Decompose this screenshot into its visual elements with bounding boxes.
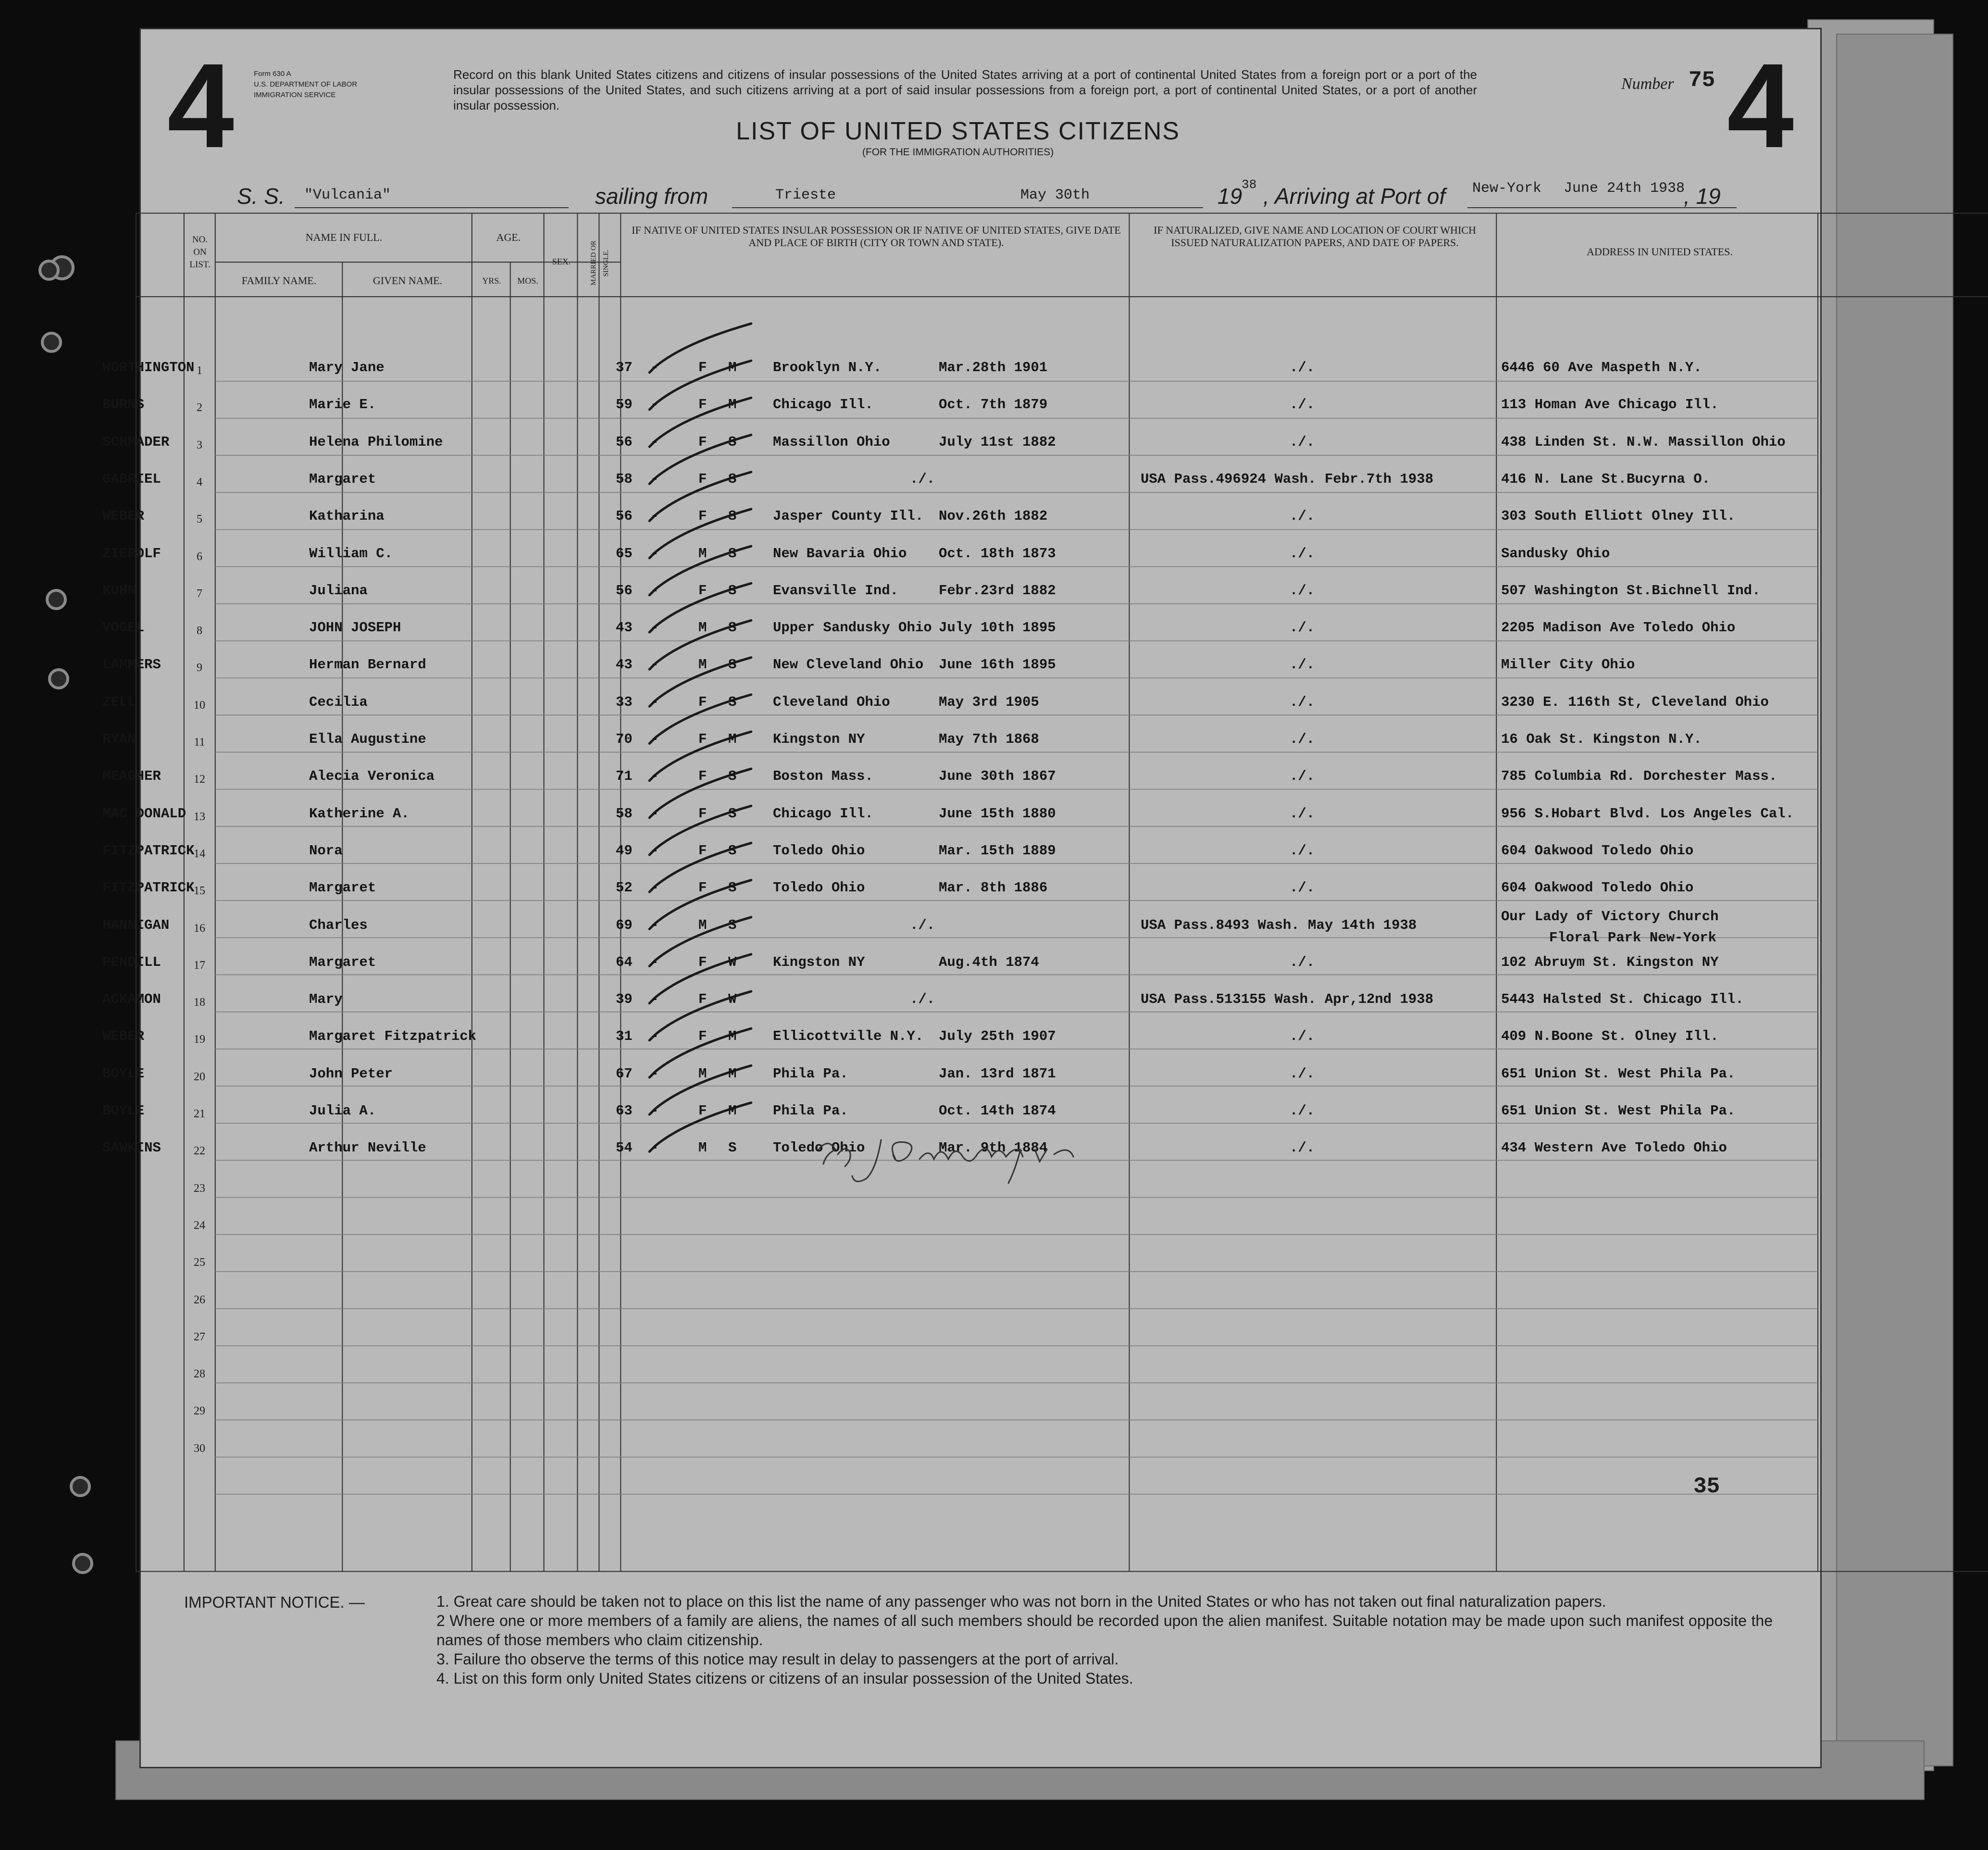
marital-status: M (728, 731, 737, 747)
us-address: 416 N. Lane St.Bucyrna O. (1501, 471, 1711, 487)
family-name: RYAN (102, 731, 136, 747)
family-name: LAMMERS (102, 657, 161, 673)
row-number: 29 (194, 1405, 205, 1418)
marital-status: M (728, 1103, 737, 1119)
marital-status: S (728, 582, 737, 599)
family-name: BOYLE (102, 1065, 145, 1082)
departure-port: Trieste (775, 187, 836, 203)
birth-date: June 15th 1880 (939, 805, 1056, 822)
birth-date: June 16th 1895 (939, 657, 1056, 673)
row-number: 10 (194, 699, 205, 712)
us-address: 16 Oak St. Kingston N.Y. (1501, 731, 1702, 747)
arrival-date: June 24th 1938 (1564, 180, 1685, 197)
given-name: Nora (309, 842, 343, 859)
birth-date: July 25th 1907 (939, 1028, 1056, 1045)
us-address: 507 Washington St.Bichnell Ind. (1501, 582, 1761, 599)
age-months: - (650, 360, 659, 375)
sex: F (698, 434, 707, 450)
age-years: 54 (616, 1140, 633, 1156)
col-header-married-single: MARRIED OR SINGLE. (590, 240, 610, 286)
age-years: 65 (616, 545, 633, 562)
binder-hole (38, 260, 60, 281)
family-name: ZIEROLF (102, 545, 161, 562)
sex: F (698, 805, 707, 822)
birth-date: Mar. 15th 1889 (939, 842, 1056, 859)
birth-place: Chicago Ill. (773, 397, 873, 413)
departure-date: May 30th (1020, 187, 1090, 203)
col-header-address: ADDRESS IN UNITED STATES. (1587, 246, 1733, 258)
page-subtitle: (FOR THE IMMIGRATION AUTHORITIES) (862, 147, 1054, 158)
binder-hole (48, 668, 69, 689)
us-address: 651 Union St. West Phila Pa. (1501, 1065, 1736, 1082)
family-name: WORTHINGTON (102, 360, 195, 375)
birth-place: New Bavaria Ohio (773, 545, 907, 562)
sex: F (698, 842, 707, 859)
naturalization: USA Pass.496924 Wash. Febr.7th 1938 (1141, 471, 1434, 487)
binder-hole (70, 1476, 91, 1497)
birth-date: Mar. 9th 1884 (939, 1140, 1048, 1156)
age-years: 52 (616, 880, 633, 896)
us-address: 5443 Halsted St. Chicago Ill. (1501, 991, 1744, 1008)
sex: F (698, 471, 707, 487)
age-years: 39 (616, 991, 633, 1008)
row-number: 23 (194, 1182, 205, 1195)
family-name: FITZPATRICK (102, 880, 195, 896)
row-number: 14 (194, 847, 205, 860)
us-address: 409 N.Boone St. Olney Ill. (1501, 1028, 1719, 1045)
given-name: Julia A. (309, 1103, 376, 1119)
given-name: Marie E. (309, 397, 376, 413)
row-number: 2 (197, 401, 202, 414)
row-number: 28 (194, 1368, 205, 1381)
sex: F (698, 1028, 707, 1045)
row-number: 24 (194, 1219, 205, 1232)
year-prefix-2: , 19 (1684, 184, 1721, 209)
marital-status: M (728, 360, 737, 375)
naturalization: ./. (1290, 545, 1315, 562)
age-months: - (650, 917, 659, 933)
year-prefix: 19 (1218, 184, 1242, 209)
us-address: 3230 E. 116th St, Cleveland Ohio (1501, 694, 1769, 710)
row-number: 4 (197, 475, 202, 488)
naturalization: ./. (1290, 842, 1315, 859)
us-address-line-2: Floral Park New-York (1549, 929, 1717, 946)
family-name: BURNS (102, 397, 145, 413)
arrival-port: New-York (1472, 180, 1542, 197)
big-page-number-left: 4 (167, 38, 235, 173)
given-name: Charles (309, 917, 368, 933)
arriving-label: , Arriving at Port of (1263, 184, 1446, 209)
sex: M (698, 1140, 707, 1156)
birth-place: Boston Mass. (773, 768, 873, 785)
row-number: 11 (194, 736, 205, 749)
family-name: FITZPATRICK (102, 842, 195, 859)
list-number: 75 (1689, 68, 1715, 93)
binder-hole (41, 332, 62, 353)
page-count: 35 (1693, 1474, 1720, 1499)
family-name: HANNIGAN (102, 917, 170, 933)
row-number: 1 (197, 364, 202, 377)
age-years: 56 (616, 582, 633, 599)
sex: F (698, 694, 707, 710)
age-years: 64 (616, 954, 633, 970)
naturalization: ./. (1290, 1103, 1315, 1119)
given-name: Cecilia (309, 694, 368, 710)
birth-date: Febr.23rd 1882 (939, 582, 1056, 599)
age-months: - (650, 657, 659, 673)
marital-status: S (728, 620, 737, 636)
age-months: - (650, 694, 659, 710)
row-number: 21 (194, 1108, 205, 1120)
row-number: 18 (194, 996, 205, 1009)
given-name: Margaret Fitzpatrick (309, 1028, 477, 1045)
row-number: 5 (197, 513, 202, 526)
us-address: Our Lady of Victory Church (1501, 908, 1719, 925)
row-number: 25 (194, 1256, 205, 1269)
us-address: Miller City Ohio (1501, 657, 1635, 673)
col-header-no: NO. ON LIST. (189, 235, 211, 270)
age-months: - (650, 842, 659, 859)
age-months: - (650, 1028, 659, 1045)
age-months: - (650, 805, 659, 822)
sex: F (698, 508, 707, 525)
naturalization: ./. (1290, 360, 1315, 375)
sex: F (698, 954, 707, 970)
sex: M (698, 620, 707, 636)
us-address: 956 S.Hobart Blvd. Los Angeles Cal. (1501, 805, 1794, 822)
family-name: PENDILL (102, 954, 161, 970)
manifest-page (102, 28, 1822, 1768)
col-header-birthplace: IF NATIVE OF UNITED STATES INSULAR POSSESSION OR IF NATIVE OF UNITED STATES, GIVE DATE AND PLACE OF BIRTH (CITY OR TOWN AND STATE). (632, 224, 1121, 249)
us-address: 2205 Madison Ave Toledo Ohio (1501, 620, 1736, 636)
us-address: 434 Western Ave Toledo Ohio (1501, 1140, 1727, 1156)
birth-date: Jan. 13rd 1871 (939, 1065, 1056, 1082)
age-years: 70 (616, 731, 633, 747)
naturalization: ./. (1290, 805, 1315, 822)
birth-date: ./. (910, 991, 935, 1008)
marital-status: W (728, 954, 737, 970)
given-name: Katharina (309, 508, 385, 525)
family-name: GABRIEL (102, 471, 161, 487)
inspector-signature (809, 1121, 1107, 1188)
birth-place: Phila Pa. (773, 1103, 848, 1119)
us-address: 604 Oakwood Toledo Ohio (1501, 842, 1694, 859)
naturalization: ./. (1290, 731, 1315, 747)
naturalization: ./. (1290, 434, 1315, 450)
col-header-age: AGE. (496, 231, 521, 243)
age-years: 69 (616, 917, 633, 933)
row-number: 16 (194, 922, 205, 935)
family-name: ACKAMON (102, 991, 161, 1008)
given-name: Alecia Veronica (309, 768, 435, 785)
given-name: Mary (309, 991, 343, 1008)
age-months: - (650, 1140, 659, 1156)
family-name: ZELL (102, 694, 136, 710)
col-header-family-name: FAMILY NAME. (241, 275, 317, 287)
birth-place: Jasper County Ill. (773, 508, 924, 525)
notice-item-3: 3. Failure tho observe the terms of this notice may result in delay to passengers at the port of arrival. (436, 1650, 1119, 1668)
naturalization: ./. (1290, 657, 1315, 673)
us-address: Sandusky Ohio (1501, 545, 1610, 562)
us-address: 438 Linden St. N.W. Massillon Ohio (1501, 434, 1786, 450)
row-number: 9 (197, 662, 202, 675)
sex: M (698, 917, 707, 933)
age-months: - (650, 768, 659, 785)
family-name: BOYLE (102, 1103, 145, 1119)
age-years: 63 (616, 1103, 633, 1119)
big-page-number-right: 4 (1727, 38, 1794, 173)
birth-date: Oct. 18th 1873 (939, 545, 1056, 562)
birth-place: New Cleveland Ohio (773, 657, 924, 673)
birth-date: Aug.4th 1874 (939, 954, 1039, 970)
age-years: 43 (616, 657, 633, 673)
sex: F (698, 1103, 707, 1119)
age-months: - (650, 731, 659, 747)
service-name: IMMIGRATION SERVICE (254, 91, 336, 99)
given-name: Ella Augustine (309, 731, 426, 747)
col-header-given-name: GIVEN NAME. (373, 275, 443, 287)
age-years: 58 (616, 805, 633, 822)
age-years: 31 (616, 1028, 633, 1045)
family-name: SCHMADER (102, 434, 170, 450)
us-address: 113 Homan Ave Chicago Ill. (1501, 397, 1719, 413)
given-name: Margaret (309, 471, 376, 487)
birth-date: July 10th 1895 (939, 620, 1056, 636)
birth-date: May 3rd 1905 (939, 694, 1039, 710)
us-address: 102 Abruym St. Kingston NY (1501, 954, 1719, 970)
row-number: 30 (194, 1442, 205, 1455)
given-name: Katherine A. (309, 805, 410, 822)
family-name: VOGEL (102, 620, 145, 636)
sailing-from-label: sailing from (595, 184, 708, 209)
marital-status: S (728, 657, 737, 673)
col-header-name-in-full: NAME IN FULL. (305, 231, 383, 243)
row-number: 15 (194, 885, 205, 898)
age-months: - (650, 620, 659, 636)
marital-status: S (728, 471, 737, 487)
row-number: 19 (194, 1033, 205, 1046)
naturalization: ./. (1290, 1140, 1315, 1156)
age-months: - (650, 397, 659, 413)
row-number: 6 (197, 550, 202, 563)
us-address: 604 Oakwood Toledo Ohio (1501, 880, 1694, 896)
age-months: - (650, 991, 659, 1008)
row-number: 7 (197, 587, 202, 600)
ss-label: S. S. (237, 184, 285, 209)
birth-place: Phila Pa. (773, 1065, 848, 1082)
row-number: 13 (194, 810, 205, 823)
notice-item-2: 2 Where one or more members of a family are aliens, the names of all such members should be recorded upon the alien manifest. Suitable notation may be made upon such manifest opposite the names of those members who claim citizenship. (436, 1612, 1773, 1649)
naturalization: USA Pass.8493 Wash. May 14th 1938 (1141, 917, 1417, 933)
given-name: Margaret (309, 880, 376, 896)
given-name: Helena Philomine (309, 434, 443, 450)
birth-place: Kingston NY (773, 954, 865, 970)
family-name: KUHN (102, 582, 136, 599)
age-months: - (650, 508, 659, 525)
row-number: 26 (194, 1293, 205, 1306)
birth-date: Oct. 7th 1879 (939, 397, 1048, 413)
col-header-yrs: YRS. (482, 276, 501, 286)
family-name: MAC DONALD (102, 805, 186, 822)
naturalization: ./. (1290, 582, 1315, 599)
given-name: Mary Jane (309, 360, 385, 375)
family-name: SAWKINS (102, 1140, 161, 1156)
birth-place: Brooklyn N.Y. (773, 360, 882, 375)
age-years: 67 (616, 1065, 633, 1082)
age-years: 56 (616, 508, 633, 525)
birth-place: Toledo Ohio (773, 842, 865, 859)
row-number: 12 (194, 773, 205, 786)
us-address: 303 South Elliott Olney Ill. (1501, 508, 1736, 525)
naturalization: ./. (1290, 954, 1315, 970)
birth-date: ./. (910, 471, 935, 487)
us-address: 651 Union St. West Phila Pa. (1501, 1103, 1736, 1119)
marital-status: S (728, 545, 737, 562)
naturalization: USA Pass.513155 Wash. Apr,12nd 1938 (1141, 991, 1434, 1008)
naturalization: ./. (1290, 508, 1315, 525)
given-name: Herman Bernard (309, 657, 426, 673)
age-months: - (650, 880, 659, 896)
row-number: 17 (194, 959, 205, 972)
given-name: Juliana (309, 582, 368, 599)
birth-place: Kingston NY (773, 731, 865, 747)
marital-status: S (728, 917, 737, 933)
year-suffix: 38 (1242, 177, 1257, 192)
sex: F (698, 731, 707, 747)
row-number: 20 (194, 1070, 205, 1083)
col-header-sex: SEX. (552, 257, 571, 266)
record-instructions: Record on this blank United States citizens and citizens of insular possessions of the United States arriving at a port of continental United States from a foreign port or a port of the insular possessions of the United States, and such citizens arriving at a port of said insular possessions from a foreign port, a port of continental United States, or a port of another insular possession. (453, 67, 1477, 112)
age-months: - (650, 582, 659, 599)
col-header-naturalized: IF NATURALIZED, GIVE NAME AND LOCATION OF COURT WHICH ISSUED NATURALIZATION PAPERS, AND DATE OF PAPERS. (1154, 224, 1476, 249)
birth-place: Ellicottville N.Y. (773, 1028, 924, 1045)
row-number: 3 (197, 438, 202, 451)
ship-name: "Vulcania" (304, 187, 391, 203)
notice-title: IMPORTANT NOTICE. — (184, 1593, 365, 1611)
marital-status: M (728, 397, 737, 413)
binder-hole (72, 1553, 93, 1574)
birth-date: Mar. 8th 1886 (939, 880, 1048, 896)
us-address: 6446 60 Ave Maspeth N.Y. (1501, 360, 1702, 375)
marital-status: S (728, 768, 737, 785)
naturalization: ./. (1290, 768, 1315, 785)
birth-place: Cleveland Ohio (773, 694, 890, 710)
age-months: - (650, 471, 659, 487)
birth-date: May 7th 1868 (939, 731, 1039, 747)
age-months: - (650, 1065, 659, 1082)
birth-place: Evansville Ind. (773, 582, 899, 599)
sex: F (698, 582, 707, 599)
birth-date: Oct. 14th 1874 (939, 1103, 1056, 1119)
marital-status: S (728, 842, 737, 859)
naturalization: ./. (1290, 880, 1315, 896)
age-years: 37 (616, 360, 633, 375)
given-name: Margaret (309, 954, 376, 970)
sex: F (698, 991, 707, 1008)
birth-place: Toledo Ohio (773, 1140, 865, 1156)
naturalization: ./. (1290, 1028, 1315, 1045)
naturalization: ./. (1290, 694, 1315, 710)
marital-status: S (728, 694, 737, 710)
birth-date: July 11st 1882 (939, 434, 1056, 450)
naturalization: ./. (1290, 1065, 1315, 1082)
department-name: U.S. DEPARTMENT OF LABOR (254, 80, 358, 88)
marital-status: M (728, 1028, 737, 1045)
row-number: 27 (194, 1330, 205, 1343)
col-header-mos: MOS. (517, 276, 538, 286)
age-months: - (650, 545, 659, 562)
age-years: 49 (616, 842, 633, 859)
sex: M (698, 1065, 707, 1082)
notice-item-4: 4. List on this form only United States citizens or citizens of an insular possession of the United States. (436, 1670, 1133, 1687)
given-name: John Peter (309, 1065, 393, 1082)
binder-hole (46, 589, 67, 610)
birth-date: June 30th 1867 (939, 768, 1056, 785)
birth-date: ./. (910, 917, 935, 933)
marital-status: W (728, 991, 737, 1008)
page-title: LIST OF UNITED STATES CITIZENS (736, 117, 1180, 145)
family-name: MEAGHER (102, 768, 161, 785)
age-years: 71 (616, 768, 633, 785)
marital-status: M (728, 1065, 737, 1082)
age-months: - (650, 434, 659, 450)
sex: F (698, 360, 707, 375)
naturalization: ./. (1290, 620, 1315, 636)
birth-place: Chicago Ill. (773, 805, 873, 822)
age-years: 43 (616, 620, 633, 636)
age-years: 59 (616, 397, 633, 413)
given-name: JOHN JOSEPH (309, 620, 401, 636)
age-years: 33 (616, 694, 633, 710)
marital-status: S (728, 1140, 737, 1156)
age-months: - (650, 1103, 659, 1119)
marital-status: S (728, 805, 737, 822)
sex: F (698, 397, 707, 413)
manifest-grid (141, 29, 1820, 1767)
sex: F (698, 768, 707, 785)
given-name: Arthur Neville (309, 1140, 426, 1156)
us-address: 785 Columbia Rd. Dorchester Mass. (1501, 768, 1777, 785)
sex: F (698, 880, 707, 896)
number-label: Number (1621, 75, 1674, 93)
marital-status: S (728, 508, 737, 525)
form-number: Form 630 A (254, 70, 291, 78)
age-years: 58 (616, 471, 633, 487)
naturalization: ./. (1290, 397, 1315, 413)
row-number: 22 (194, 1145, 205, 1158)
back-sheet (1836, 34, 1953, 1766)
age-years: 56 (616, 434, 633, 450)
sex: M (698, 657, 707, 673)
age-months: - (650, 954, 659, 970)
birth-place: Upper Sandusky Ohio (773, 620, 932, 636)
row-number: 8 (197, 625, 202, 638)
birth-place: Massillon Ohio (773, 434, 890, 450)
family-name: WEBER (102, 508, 145, 525)
given-name: William C. (309, 545, 393, 562)
family-name: WEBER (102, 1028, 145, 1045)
birth-date: Mar.28th 1901 (939, 360, 1048, 375)
birth-place: Toledo Ohio (773, 880, 865, 896)
birth-date: Nov.26th 1882 (939, 508, 1048, 525)
marital-status: S (728, 434, 737, 450)
marital-status: S (728, 880, 737, 896)
sex: M (698, 545, 707, 562)
notice-item-1: 1. Great care should be taken not to place on this list the name of any passenger who was not born in the United States or who has not taken out final naturalization papers. (436, 1593, 1606, 1610)
